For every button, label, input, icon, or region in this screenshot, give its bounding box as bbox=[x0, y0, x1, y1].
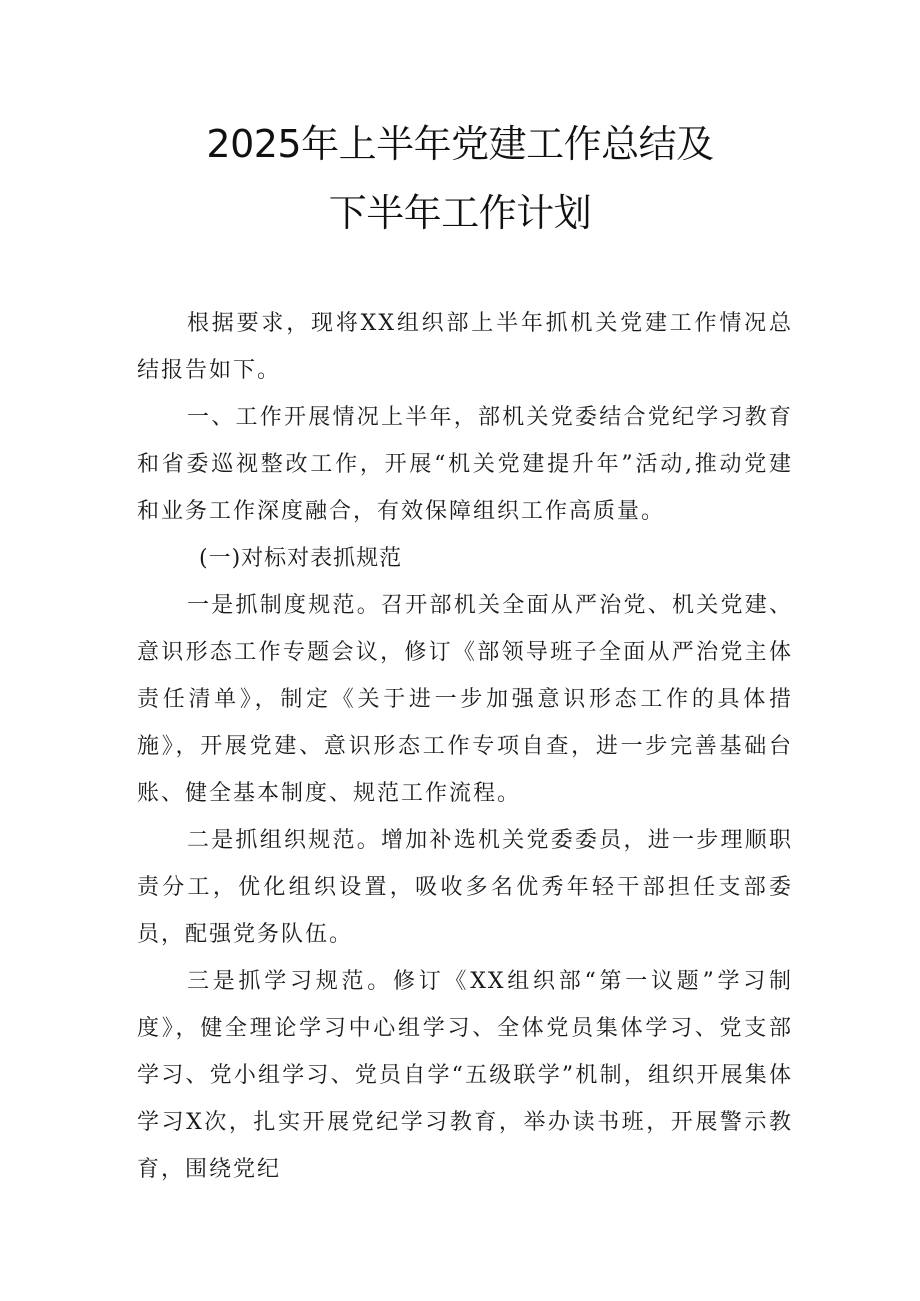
paragraph-intro: 根据要求，现将XX组织部上半年抓机关党建工作情况总结报告如下。 bbox=[137, 311, 793, 383]
subheading-1: (一)对标对表抓规范 bbox=[199, 546, 403, 571]
document-body bbox=[137, 300, 793, 1193]
paragraph-institution: 一是抓制度规范。召开部机关全面从严治党、机关党建、意识形态工作专题会议，修订《部领导班子全面从严治党主体责任清单》，制定《关于进一步加强意识形态工作的具体措施》，开展党建、意识形态工作专项自查，进一步完善基础台账、健全基本制度、规范工作流程。 bbox=[137, 593, 793, 806]
paragraph-section-1: 一、工作开展情况上半年，部机关党委结合党纪学习教育和省委巡视整改工作，开展“机关党建提升年”活动,推动党建和业务工作深度融合，有效保障组织工作高质量。 bbox=[137, 405, 793, 524]
document-title-line-1: 2025年上半年党建工作总结及 bbox=[206, 122, 714, 166]
paragraph-organization: 二是抓组织规范。增加补选机关党委委员，进一步理顺职责分工，优化组织设置，吸收多名优秀年轻干部担任支部委员，配强党务队伍。 bbox=[137, 828, 793, 947]
document-title-line-2: 下半年工作计划 bbox=[328, 191, 592, 235]
paragraph-study: 三是抓学习规范。修订《XX组织部“第一议题”学习制度》，健全理论学习中心组学习、全体党员集体学习、党支部学习、党小组学习、党员自学“五级联学”机制，组织开展集体学习X次，扎实开展党纪学习教育，举办读书班，开展警示教育，围绕党纪 bbox=[137, 969, 793, 1182]
